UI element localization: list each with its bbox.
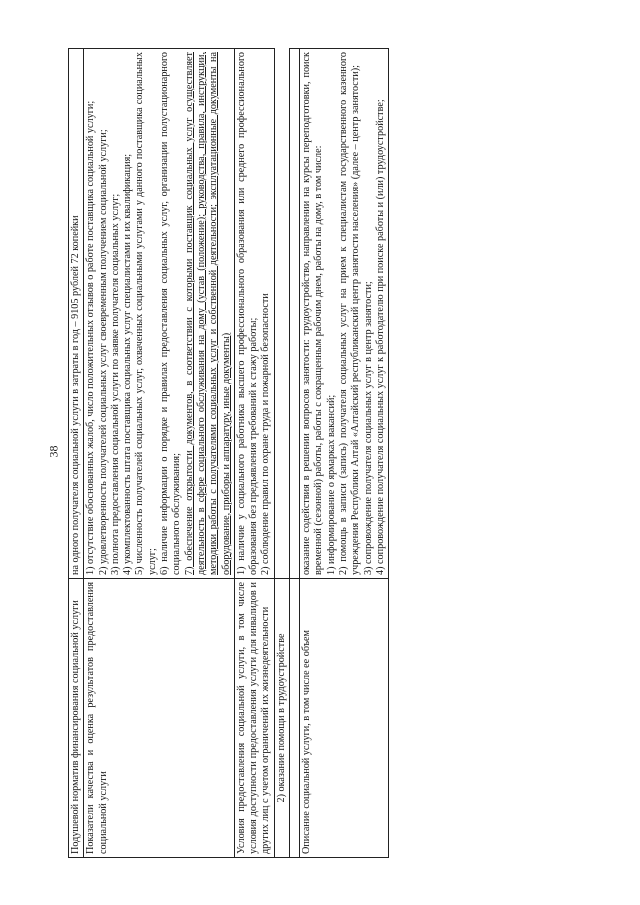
content-line: 2) соблюдение правил по охране труда и пожарной безопасности <box>260 293 272 575</box>
row-label: Описание социальной услуги, в том числе ее объем <box>300 579 389 858</box>
row-content <box>69 49 84 579</box>
content-line: 1) наличие у социального работника высшего профессионального образования или среднего профессионального образования без предъявления требований к стажу работы; <box>235 52 260 575</box>
table-row <box>234 49 274 858</box>
section-spacer <box>274 49 289 579</box>
content-line: на одного получателя социальной услуги в затраты в год – 9105 рублей 72 копейки <box>70 215 81 575</box>
content-line: оказание содействия в решении вопросов занятости: трудоустройство, направлении на курсы переподготовки, поиск временной (сезонной) работы, работы с сокращенным рабочим днем, работы на дому, в том числе: <box>301 52 325 575</box>
content-line: 1) информирование о ярмарках вакансий; <box>325 394 337 575</box>
row-label: Подушевой норматив финансирования социальной услуги <box>69 579 84 858</box>
content-line: 2) удовлетворенность получателей социальных услуг своевременным получением социальной услуги; <box>97 129 109 575</box>
content-line: 7) обеспечение открытости документов, в соответствии с которыми поставщик социальных услуг осуществляет деятельность в сфере социального обслуживания на дому (устав (положение); руководства, правила, инструкции, методики работы с получателями социальных услуг и собственной деятельности; эксплуатационные документы на оборудование, приборы и аппаратуру, иные документы) <box>183 52 232 575</box>
page-number: 38 <box>46 445 61 458</box>
content-line: 1) отсутствие обоснованных жалоб, число положительных отзывов о работе поставщика социальной услуги; <box>85 100 97 575</box>
content-line: 3) полнота предоставления социальной услуги по заявке получателя социальных услуг; <box>109 193 121 575</box>
content-line: 3) сопровождение получателя социальных услуг в центр занятости; <box>362 281 374 575</box>
section-title: 2) оказание помощи в трудоустройстве <box>274 579 289 858</box>
row-content <box>234 49 274 579</box>
rotated-page <box>68 48 608 858</box>
document-table <box>68 48 389 858</box>
content-line: 6) наличие информации о порядке и правилах предоставления социальных услуг, организации полустационарного социального обслуживания; <box>159 52 183 575</box>
row-label: Условия предоставления социальной услуги, в том числе условия доступности предоставления услуги для инвалидов и других лиц с учетом ограничений их жизнедеятельности <box>234 579 274 858</box>
table-row <box>84 49 235 858</box>
table-row <box>69 49 84 858</box>
row-label: Показатели качества и оценка результатов предоставления социальной услуги <box>84 579 235 858</box>
section-header-row <box>274 49 289 858</box>
table-row <box>300 49 389 858</box>
row-content <box>300 49 389 579</box>
content-line: 4) сопровождение получателя социальных услуг к работодателю при поиске работы и (или) трудоустройстве; <box>374 99 386 575</box>
content-line: 5) численность получателей социальных услуг, охваченных социальными услугами у данного поставщика социальных услуг; <box>134 52 158 575</box>
table-gap <box>290 49 300 858</box>
row-content <box>84 49 235 579</box>
content-line: 2) помощь в записи (запись) получателя социальных услуг на прием к специалистам государственного казенного учреждения Республики Алтай «Алтайский республиканский центр занятости населения» (далее – центр занятости); <box>337 52 362 575</box>
content-line: 4) укомплектованность штата поставщика социальных услуг специалистами и их квалификация; <box>122 153 134 575</box>
